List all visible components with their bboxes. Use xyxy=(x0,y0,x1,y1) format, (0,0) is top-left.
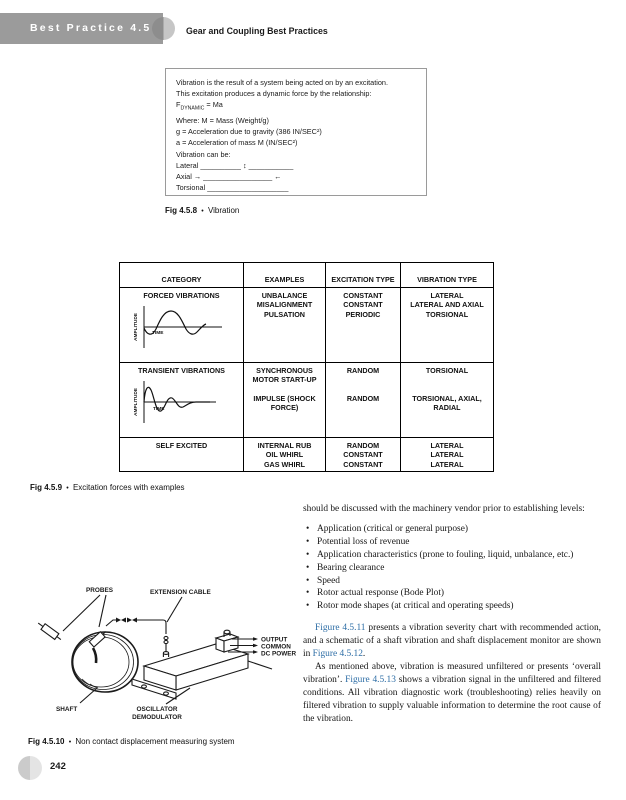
vibration-line: LATERAL xyxy=(430,291,464,300)
excitation-line: CONSTANT xyxy=(343,450,383,460)
page-number: 242 xyxy=(50,761,66,772)
consideration-bullet-list xyxy=(303,523,601,613)
vibration-cell xyxy=(401,363,494,438)
example-line: OIL WHIRL xyxy=(265,450,304,460)
bullet-item: • Potential loss of revenue xyxy=(306,536,410,547)
vib-line: Where: M = Mass (Weight/g) xyxy=(176,116,269,126)
probe-left xyxy=(36,620,63,642)
body-text: shows a vibration signal in the unfiltered and filtered conditions. All vibration diagnostic work (troubleshooting) relies heavily on filtered vibration to supply valuable information to determine the root cause of the vibration. xyxy=(303,674,601,724)
table-row xyxy=(120,438,494,472)
shaft-label: SHAFT xyxy=(56,706,78,713)
figure-reference-link[interactable]: Figure 4.5.13 xyxy=(345,674,396,685)
table-row xyxy=(120,288,494,363)
best-practice-badge: Best Practice 4.5 xyxy=(30,22,152,34)
header-circle-ornament xyxy=(152,17,175,40)
excitation-line: RANDOM xyxy=(346,441,380,450)
category-cell: TRANSIENT VIBRATIONS AMPLITUDE TIME xyxy=(120,363,244,438)
vibration-line: LATERAL AND AXIAL xyxy=(410,300,484,310)
time-axis-label: TIME xyxy=(153,407,165,413)
demodulator-label: DEMODULATOR xyxy=(132,714,182,721)
transient-vibration-waveform xyxy=(126,377,231,427)
vibration-line: TORSIONAL xyxy=(425,366,469,375)
paragraph-overall-vibration xyxy=(303,661,601,726)
excitation-table xyxy=(119,262,494,472)
excitation-cell xyxy=(326,363,401,438)
excitation-cell xyxy=(326,438,401,472)
vibration-cell xyxy=(401,288,494,363)
fig-458-caption: Fig 4.5.8 • Vibration xyxy=(165,206,240,215)
vibration-line: LATERAL xyxy=(430,441,464,450)
body-text: . xyxy=(362,649,366,660)
category-cell: SELF EXCITED xyxy=(120,438,244,472)
example-line: INTERNAL RUB xyxy=(257,441,312,450)
time-axis-label: TIME xyxy=(152,331,164,337)
excitation-line xyxy=(328,385,398,394)
col-header-vibration-type: VIBRATION TYPE xyxy=(401,263,494,288)
col-header-category: CATEGORY xyxy=(120,263,244,288)
bullet-item: • Application characteristics (prone to fouling, liquid, unbalance, etc.) xyxy=(306,549,574,560)
table-header-row xyxy=(120,263,494,288)
shaft-pointer-line xyxy=(80,688,97,703)
vibration-line: LATERAL xyxy=(430,450,464,460)
vib-line: Vibration can be: xyxy=(176,149,231,159)
col-header-excitation-type: EXCITATION TYPE xyxy=(326,263,401,288)
extension-cable-label: EXTENSION CABLE xyxy=(150,589,211,596)
example-line: UNBALANCE xyxy=(261,291,308,300)
probes-pointer-line xyxy=(63,595,100,631)
example-line: IMPULSE (SHOCK FORCE) xyxy=(253,394,316,413)
vib-line: Vibration is the result of a system being acted on by an excitation. xyxy=(176,78,389,87)
bullet-item: • Rotor actual response (Bode Plot) xyxy=(306,588,445,599)
extension-cable-pointer-line xyxy=(167,597,182,622)
body-text-column xyxy=(303,503,601,726)
example-line: PULSATION xyxy=(264,309,305,319)
book-title: Gear and Coupling Best Practices xyxy=(186,26,328,36)
vibration-line xyxy=(403,385,491,394)
excitation-line: CONSTANT xyxy=(343,291,383,300)
common-label: COMMON xyxy=(261,643,291,651)
vibration-cell xyxy=(401,438,494,472)
vib-line: a = Acceleration of mass M (IN/SEC²) xyxy=(176,138,298,148)
excitation-line: CONSTANT xyxy=(343,459,383,469)
dc-power-label: DC POWER xyxy=(261,650,297,658)
vibration-line: TORSIONAL xyxy=(425,309,469,319)
terminal-block xyxy=(216,630,238,652)
table-row xyxy=(120,363,494,438)
body-text: presents a vibration severity chart with recommended action, and a schematic of a shaft vibration and shaft displacement monitor are shown in xyxy=(303,623,601,660)
figure-reference-link[interactable]: Figure 4.5.12 xyxy=(312,649,363,660)
amplitude-axis-label: AMPLITUDE xyxy=(134,388,139,417)
examples-cell xyxy=(244,288,326,363)
figure-reference-link[interactable]: Figure 4.5.11 xyxy=(315,623,366,634)
cable-connector xyxy=(116,618,137,623)
probe-cable xyxy=(106,620,116,626)
excitation-line xyxy=(328,375,398,384)
amplitude-axis-label: AMPLITUDE xyxy=(134,313,139,342)
header-bar xyxy=(0,13,163,44)
category-cell: FORCED VIBRATIONS AMPLITUDE TIME xyxy=(120,288,244,363)
paragraph-figure-4511 xyxy=(303,622,601,661)
probes-label: PROBES xyxy=(86,587,113,594)
bullet-item: • Bearing clearance xyxy=(306,562,385,573)
excitation-cell xyxy=(326,288,401,363)
vib-lines xyxy=(176,115,416,193)
example-line xyxy=(246,385,323,394)
example-line: SYNCHRONOUS MOTOR START-UP xyxy=(252,366,317,385)
forced-vibration-waveform xyxy=(126,302,231,352)
fig-4510-diagram xyxy=(20,576,304,736)
examples-cell xyxy=(244,363,326,438)
excitation-line: RANDOM xyxy=(346,366,380,375)
example-line: MISALIGNMENT xyxy=(256,300,313,310)
dynamic-force-formula: $F_{DYNAMIC} = Ma$ xyxy=(176,100,223,112)
col-header-examples: EXAMPLES xyxy=(244,263,326,288)
footer-circle-ornament xyxy=(18,756,42,780)
vibration-definition-box xyxy=(165,68,427,196)
bullet-item: • Rotor mode shapes (at critical and operating speeds) xyxy=(306,601,514,612)
examples-cell xyxy=(244,438,326,472)
intro-paragraph: should be discussed with the machinery vendor prior to establishing levels: xyxy=(303,504,585,514)
shaft-disk xyxy=(72,632,138,692)
oscillator-label: OSCILLATOR xyxy=(136,706,178,713)
example-line: GAS WHIRL xyxy=(263,459,306,469)
vibration-line: TORSIONAL, AXIAL, RADIAL xyxy=(412,394,482,413)
vib-line: This excitation produces a dynamic force by the relationship: xyxy=(176,89,372,99)
vibration-line xyxy=(403,375,491,384)
excitation-line: CONSTANT xyxy=(343,300,383,310)
excitation-line: PERIODIC xyxy=(345,309,381,319)
vib-line: Torsional ____________________ xyxy=(176,183,289,193)
excitation-table-wrap xyxy=(119,262,494,472)
vib-line: Axial → _________________ ← xyxy=(176,172,282,182)
bullet-item: • Application (critical or general purpose) xyxy=(306,523,468,534)
vib-line: g = Acceleration due to gravity (386 IN/SEC²) xyxy=(176,127,322,137)
fig-4510-caption: Fig 4.5.10 • Non contact displacement measuring system xyxy=(28,737,235,746)
body-text: As mentioned above, vibration is measured unfiltered or presents ‘overall vibration’. xyxy=(303,661,601,685)
excitation-line: RANDOM xyxy=(346,394,380,404)
probes-pointer-line xyxy=(99,595,106,627)
output-label: OUTPUT xyxy=(261,636,288,644)
vib-line: Lateral __________ ↕ ___________ xyxy=(176,160,294,170)
fig-459-caption: Fig 4.5.9 • Excitation forces with examples xyxy=(30,483,185,492)
extension-cable-line xyxy=(137,620,166,634)
vibration-line: LATERAL xyxy=(430,459,464,469)
bullet-item: • Speed xyxy=(306,575,340,586)
